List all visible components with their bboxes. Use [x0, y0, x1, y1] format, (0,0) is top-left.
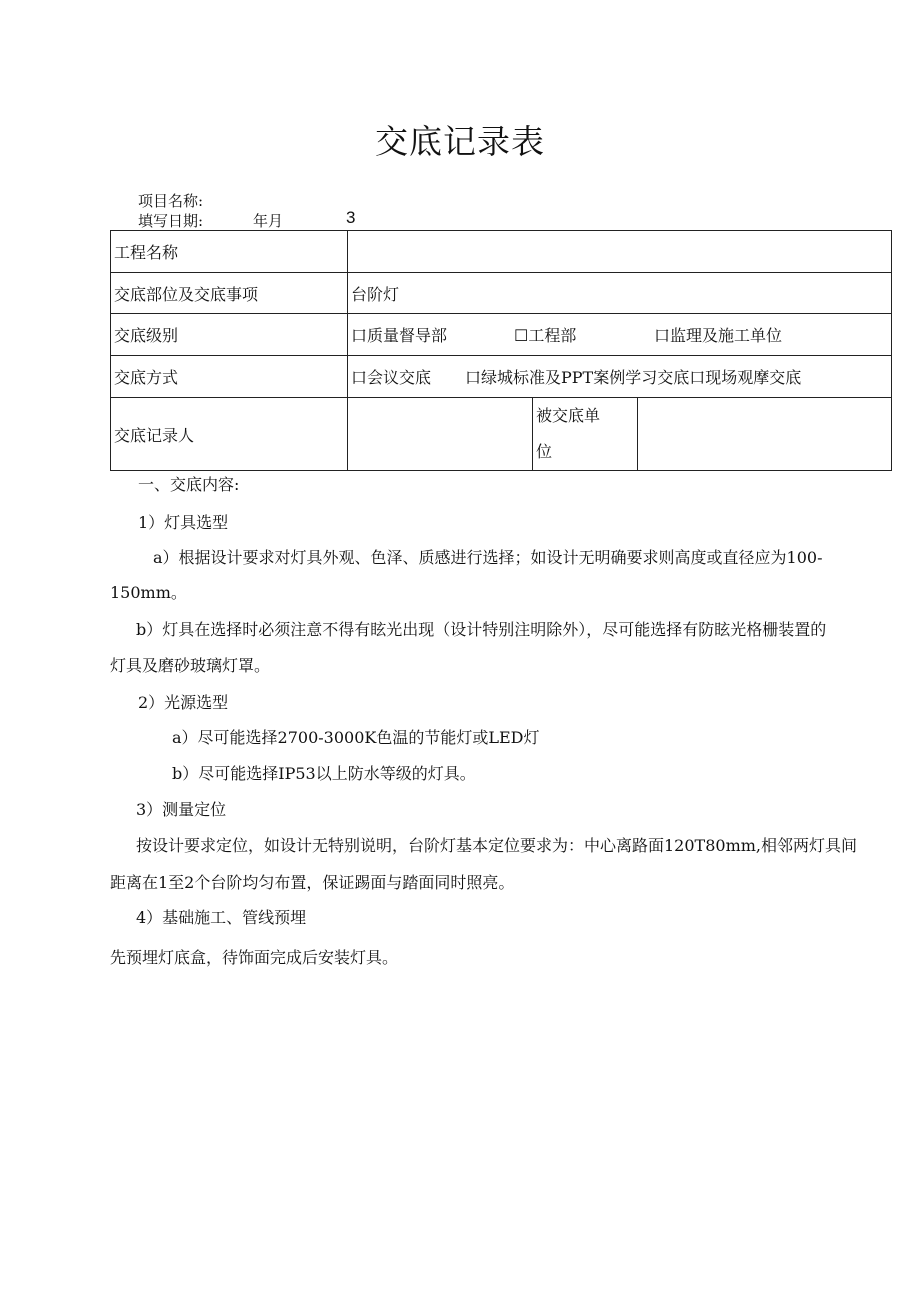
level-options-cell [348, 314, 892, 356]
section-2b: b）尽可能选择IP53以上防水等级的灯具。 [172, 764, 476, 783]
project-value-cell[interactable] [348, 231, 892, 273]
receiver-label-cell [533, 398, 638, 471]
section-1a-line2: 150mm。 [110, 583, 187, 602]
location-value-cell[interactable]: 台阶灯 [348, 273, 892, 314]
receiver-value-cell[interactable] [638, 398, 892, 471]
method-option-meeting[interactable]: 口会议交底 [351, 368, 432, 387]
level-option-supervision[interactable]: 口监理及施工单位 [654, 326, 783, 345]
project-name-label: 项目名称: [138, 192, 204, 210]
project-label-cell: 工程名称 [111, 231, 348, 273]
location-label-cell: 交底部位及交底事项 [111, 273, 348, 314]
content-heading: 一、交底内容: [138, 475, 240, 494]
table-row [111, 231, 892, 273]
record-number: 3 [346, 208, 356, 227]
fill-date-label: 填写日期: [138, 212, 204, 230]
section-1-title: 1）灯具选型 [138, 513, 229, 532]
method-option-standard-site[interactable]: 口绿城标准及PPT案例学习交底口现场观摩交底 [465, 368, 802, 387]
section-2a: a）尽可能选择2700-3000K色温的节能灯或LED灯 [172, 728, 540, 747]
method-options-cell [348, 356, 892, 398]
section-3-title: 3）测量定位 [136, 800, 227, 819]
section-4-paragraph: 先预埋灯底盒，待饰面完成后安装灯具。 [110, 948, 399, 967]
section-3-line1: 按设计要求定位，如设计无特别说明，台阶灯基本定位要求为：中心离路面120T80mm,相邻两灯具间 [136, 836, 858, 855]
section-3-line2: 距离在1至2个台阶均匀布置，保证踢面与踏面同时照亮。 [110, 873, 515, 892]
level-option-engineering[interactable]: ☐工程部 [514, 326, 577, 345]
section-1b-line2: 灯具及磨砂玻璃灯罩。 [110, 656, 271, 675]
section-4-title: 4）基础施工、管线预埋 [136, 908, 307, 927]
table-row [111, 356, 892, 398]
method-label-cell: 交底方式 [111, 356, 348, 398]
year-month-label: 年月 [253, 212, 284, 230]
recorder-value-cell[interactable] [348, 398, 533, 471]
record-table [110, 230, 892, 471]
section-2-title: 2）光源选型 [138, 693, 229, 712]
table-row [111, 273, 892, 314]
recorder-label-cell: 交底记录人 [111, 398, 348, 471]
level-label-cell: 交底级别 [111, 314, 348, 356]
section-1b-line1: b）灯具在选择时必须注意不得有眩光出现（设计特别注明除外），尽可能选择有防眩光格栅装置的 [136, 620, 827, 639]
level-option-quality[interactable]: 口质量督导部 [351, 326, 448, 345]
table-row [111, 398, 892, 471]
receiver-label-line2: 位 [536, 442, 553, 461]
page-title: 交底记录表 [375, 122, 545, 161]
section-1a-line1: a）根据设计要求对灯具外观、色泽、质感进行选择；如设计无明确要求则高度或直径应为100- [153, 548, 823, 567]
table-row [111, 314, 892, 356]
receiver-label-line1: 被交底单 [536, 406, 601, 425]
